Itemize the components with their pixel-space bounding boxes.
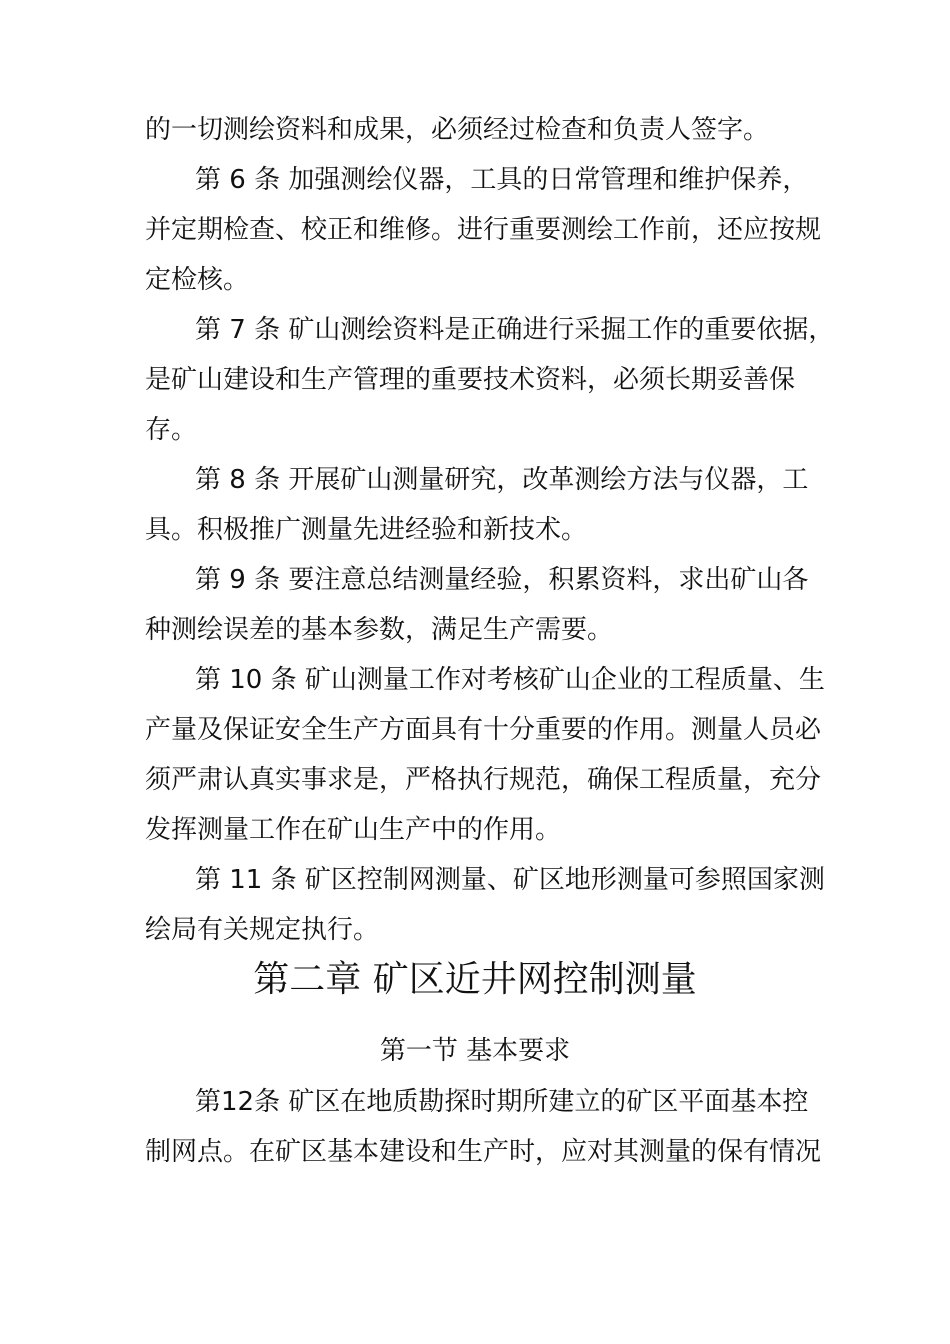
chapter-title: 第二章 矿区近井网控制测量 xyxy=(253,959,697,1000)
article-11-line-1: 第 11 条 矿区控制网测量、矿区地形测量可参照国家测 xyxy=(195,865,825,895)
section-title: 第一节 基本要求 xyxy=(379,1036,571,1066)
text-line: 存。 xyxy=(145,415,198,445)
text-line: 具。积极推广测量先进经验和新技术。 xyxy=(145,515,588,545)
text-line: 发挥测量工作在矿山生产中的作用。 xyxy=(145,815,562,845)
text-line: 并定期检查、校正和维修。进行重要测绘工作前，还应按规 xyxy=(145,215,822,245)
article-12-line-1: 第12条 矿区在地质勘探时期所建立的矿区平面基本控 xyxy=(195,1087,809,1117)
text-line: 是矿山建设和生产管理的重要技术资料，必须长期妥善保 xyxy=(145,365,796,395)
text-line: 绘局有关规定执行。 xyxy=(145,915,380,945)
text-line: 种测绘误差的基本参数，满足生产需要。 xyxy=(145,615,614,645)
text-line: 定检核。 xyxy=(145,265,250,295)
article-6-line-1: 第 6 条 加强测绘仪器，工具的日常管理和维护保养， xyxy=(195,165,809,195)
text-line: 的一切测绘资料和成果，必须经过检查和负责人签字。 xyxy=(145,115,770,145)
text-line: 制网点。在矿区基本建设和生产时，应对其测量的保有情况 xyxy=(145,1137,822,1167)
article-10-line-1: 第 10 条 矿山测量工作对考核矿山企业的工程质量、生 xyxy=(195,665,825,695)
article-9-line-1: 第 9 条 要注意总结测量经验，积累资料，求出矿山各 xyxy=(195,565,809,595)
article-7-line-1: 第 7 条 矿山测绘资料是正确进行采掘工作的重要依据， xyxy=(195,315,835,345)
text-line: 须严肃认真实事求是，严格执行规范，确保工程质量，充分 xyxy=(145,765,822,795)
article-8-line-1: 第 8 条 开展矿山测量研究，改革测绘方法与仪器，工 xyxy=(195,465,809,495)
text-line: 产量及保证安全生产方面具有十分重要的作用。测量人员必 xyxy=(145,715,822,745)
